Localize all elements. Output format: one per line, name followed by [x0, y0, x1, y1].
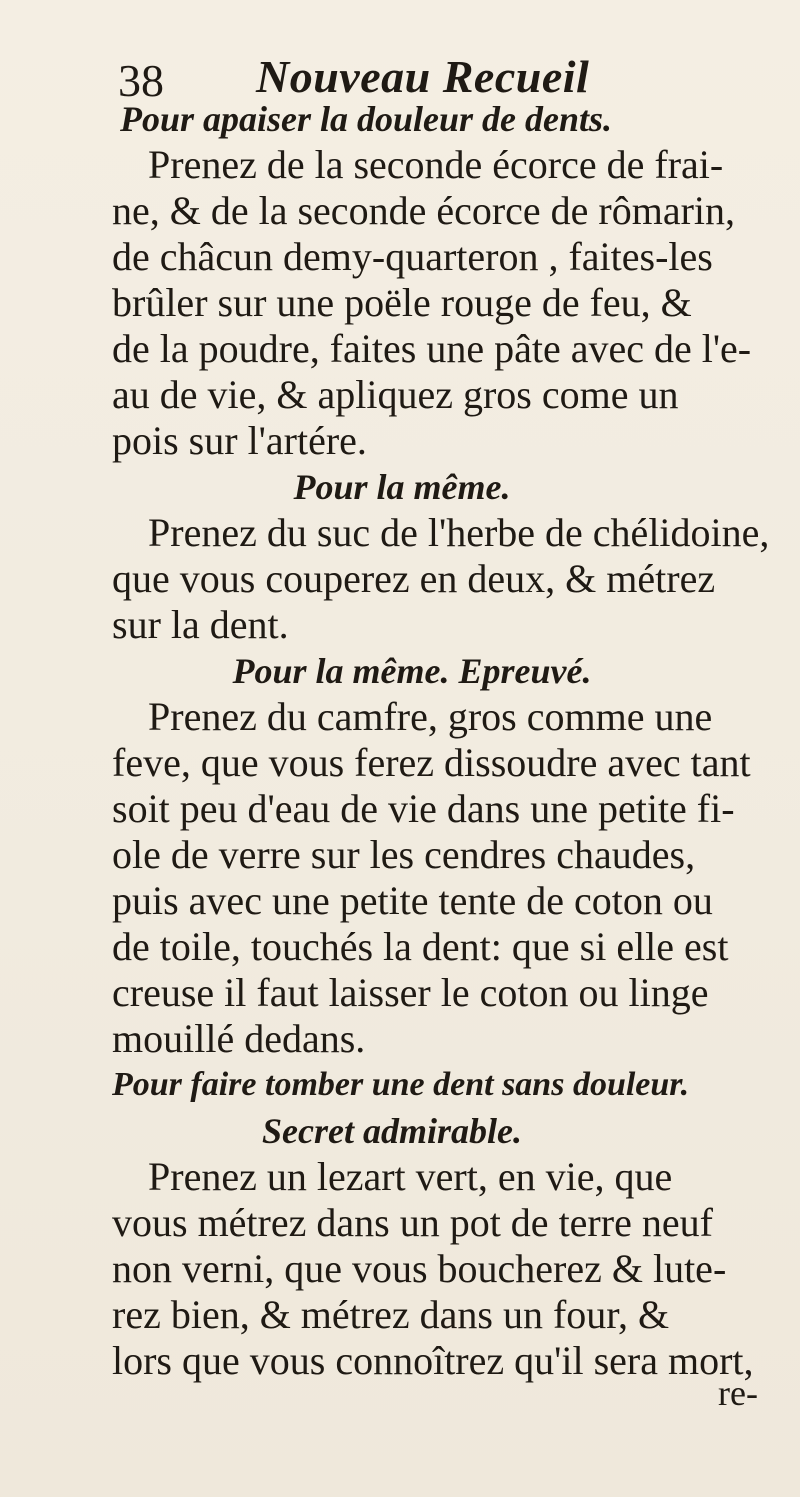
text-line: de la poudre, faites une pâte avec de l'e-	[112, 326, 752, 371]
catchword: re-	[718, 1373, 758, 1413]
text-line: creuse il faut laisser le coton ou linge	[112, 970, 709, 1015]
text-line: ole de verre sur les cendres chaudes,	[112, 832, 696, 877]
text-line: Prenez un lezart vert, en vie, que	[148, 1154, 673, 1199]
text-line: que vous couperez en deux, & métrez	[112, 556, 716, 601]
page-number: 38	[118, 55, 164, 106]
text-line: ne, & de la seconde écorce de rômarin,	[112, 188, 736, 233]
text-line: Prenez du camfre, gros comme une	[148, 694, 713, 739]
section-heading: Pour apaiser la douleur de dents.	[120, 99, 613, 139]
text-line: feve, que vous ferez dissoudre avec tant	[112, 740, 751, 785]
running-title: Nouveau Recueil	[256, 51, 590, 102]
text-line: sur la dent.	[112, 602, 289, 647]
text-line: pois sur l'artére.	[112, 418, 367, 463]
section-heading: Pour faire tomber une dent sans douleur.	[112, 1066, 690, 1103]
text-line: mouillé dedans.	[112, 1016, 366, 1061]
section-heading: Pour la même.	[293, 467, 511, 507]
text-line: Prenez du suc de l'herbe de chélidoine,	[148, 510, 770, 555]
text-line: Prenez de la seconde écorce de frai-	[148, 142, 724, 187]
text-line: puis avec une petite tente de coton ou	[112, 878, 713, 923]
text-line: soit peu d'eau de vie dans une petite fi-	[112, 786, 735, 831]
text-line: rez bien, & métrez dans un four, &	[112, 1292, 670, 1337]
text-line: non verni, que vous boucherez & lute-	[112, 1246, 727, 1291]
text-line: lors que vous connoîtrez qu'il sera mort,	[112, 1338, 754, 1383]
text-line: de toile, touchés la dent: que si elle est	[112, 924, 729, 969]
text-line: de châcun demy-quarteron , faites-les	[112, 234, 713, 279]
text-line: au de vie, & apliquez gros come un	[112, 372, 679, 417]
text-line: brûler sur une poële rouge de feu, &	[112, 280, 692, 325]
text-line: vous métrez dans un pot de terre neuf	[112, 1200, 713, 1245]
section-subheading: Secret admirable.	[262, 1111, 522, 1151]
page-text	[112, 96, 800, 1384]
section-heading: Pour la même. Epreuvé.	[232, 651, 592, 691]
